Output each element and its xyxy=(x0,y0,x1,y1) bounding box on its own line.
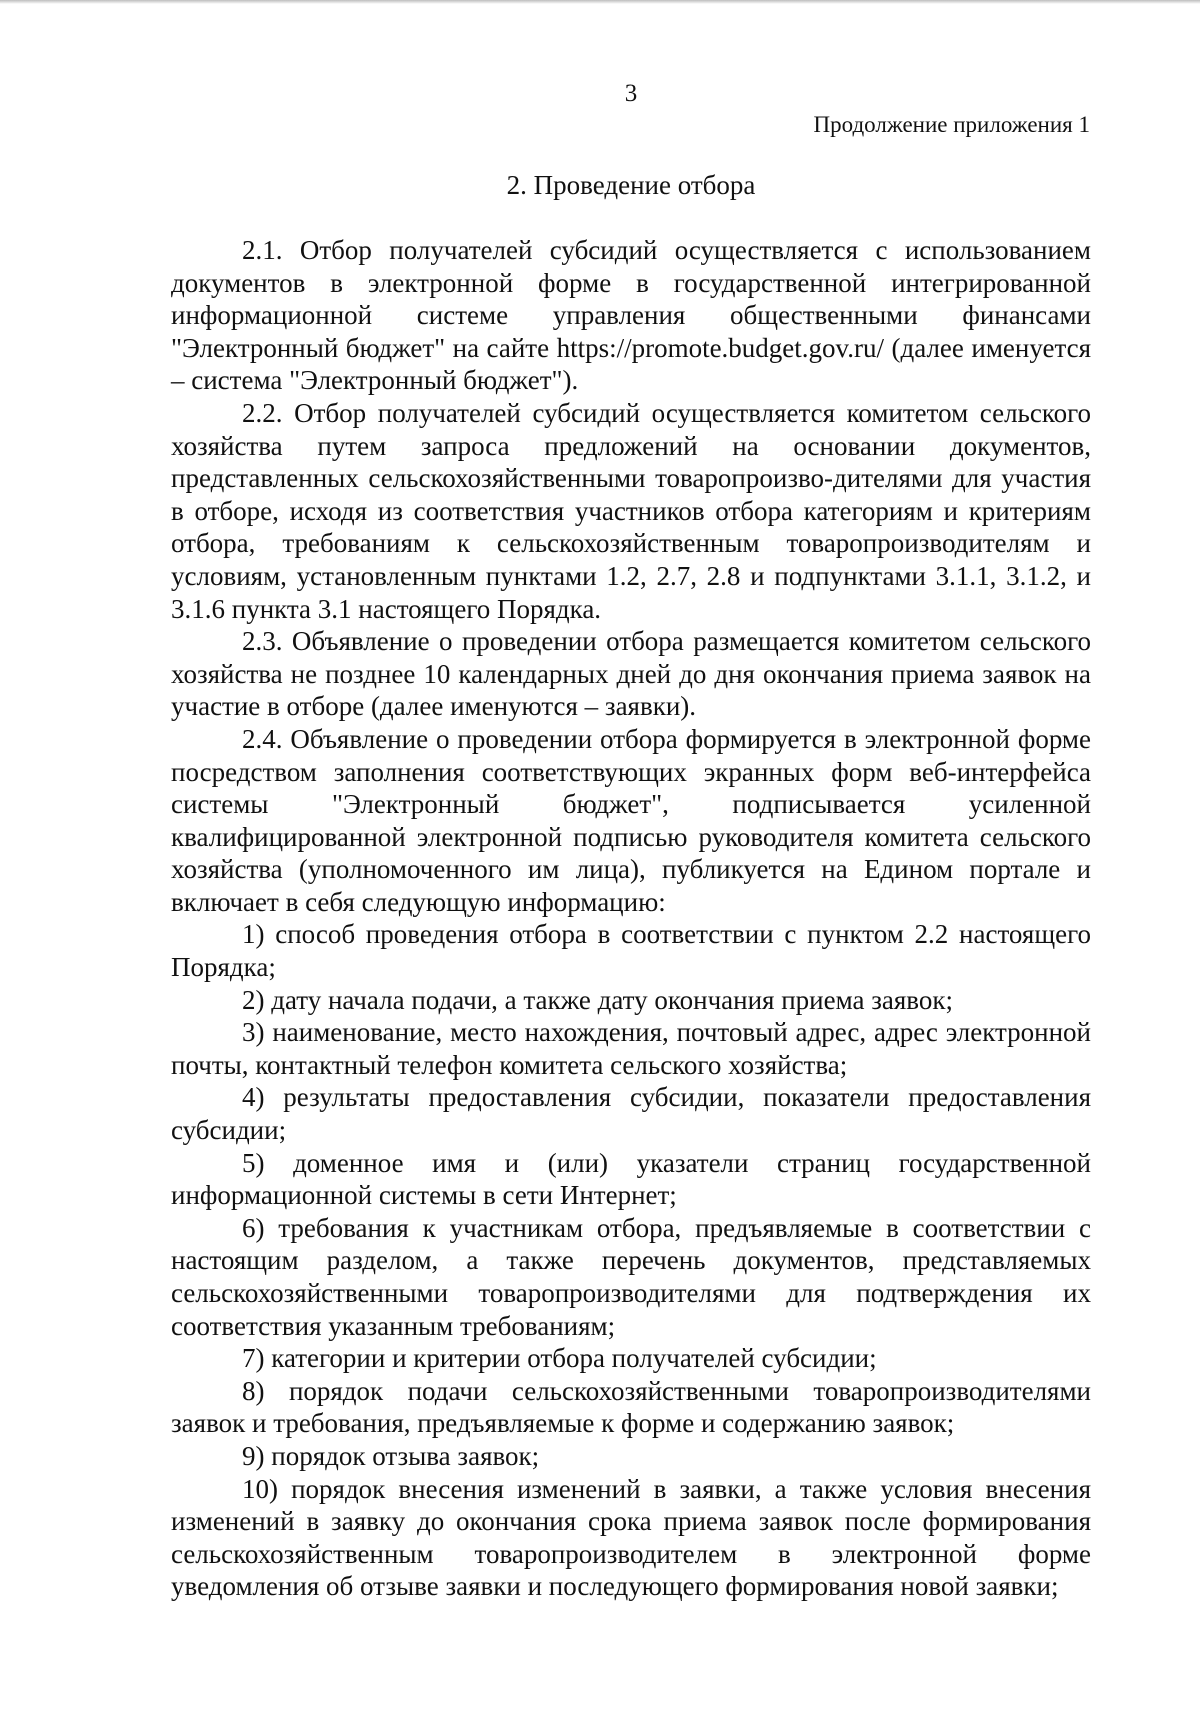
list-item-7: 7) категории и критерии отбора получателей субсидии; xyxy=(242,1343,877,1374)
list-item-2: 2) дату начала подачи, а также дату окончания приема заявок; xyxy=(242,984,953,1015)
list-item-10: 10) порядок внесения изменений в заявки, а также условия внесения изменений в заявку до окончания срока приема заявок после формирования сельскохозяйственным товаропроизводителем в электронной форме уведомления об отзыве заявки и последующего формирования новой заявки; xyxy=(171,1473,1091,1602)
list-item-5: 5) доменное имя и (или) указатели страниц государственной информационной системы в сети Интернет; xyxy=(171,1147,1091,1211)
list-item-3: 3) наименование, место нахождения, почтовый адрес, адрес электронной почты, контактный телефон комитета сельского хозяйства; xyxy=(171,1017,1091,1080)
paragraph-2-4: 2.4. Объявление о проведении отбора формируется в электронной форме посредством заполнения соответствующих экранных форм веб-интерфейса системы "Электронный бюджет", подписывается усиленной квалифицированной электронной подписью руководителя комитета сельского хозяйства (уполномоченного им лица), публикуется на Едином портале и включает в себя следующую информацию: xyxy=(171,723,1091,917)
list-item-8: 8) порядок подачи сельскохозяйственными товаропроизводителями заявок и требования, предъявляемые к форме и содержанию заявок; xyxy=(171,1375,1091,1439)
document-body xyxy=(171,234,1091,1603)
paragraph-2-3: 2.3. Объявление о проведении отбора размещается комитетом сельского хозяйства не позднее 10 календарных дней до дня окончания приема заявок на участие в отборе (далее именуются – заявки). xyxy=(171,626,1091,722)
appendix-continuation-note: Продолжение приложения 1 xyxy=(813,112,1090,137)
list-item-1: 1) способ проведения отбора в соответствии с пунктом 2.2 настоящего Порядка; xyxy=(171,919,1091,983)
list-item-6: 6) требования к участникам отбора, предъявляемые в соответствии с настоящим разделом, а также перечень документов, представляемых сельскохозяйственными товаропроизводителями для подтверждения их соответствия указанным требованиям; xyxy=(171,1212,1091,1341)
list-item-9: 9) порядок отзыва заявок; xyxy=(242,1440,540,1471)
section-title: 2. Проведение отбора xyxy=(506,170,756,200)
list-item-4: 4) результаты предоставления субсидии, показатели предоставления субсидии; xyxy=(171,1082,1091,1146)
page-number: 3 xyxy=(624,80,638,107)
paragraph-2-1: 2.1. Отбор получателей субсидий осуществляется с использованием документов в электронной форме в государственной интегрированной информационной системе управления общественными финансами "Электронный бюджет" на сайте https://promote.budget.gov.ru/ (далее именуется – система "Электронный бюджет"). xyxy=(171,235,1091,396)
paragraph-2-2: 2.2. Отбор получателей субсидий осуществляется комитетом сельского хозяйства путем запроса предложений на основании документов, представленных сельскохозяйственными товаропроизво-дителями для участия в отборе, исходя из соответствия участников отбора категориям и критериям отбора, требованиям к сельскохозяйственным товаропроизводителям и условиям, установленным пунктами 1.2, 2.7, 2.8 и подпунктами 3.1.1, 3.1.2, и 3.1.6 пункта 3.1 настоящего Порядка. xyxy=(171,397,1091,624)
